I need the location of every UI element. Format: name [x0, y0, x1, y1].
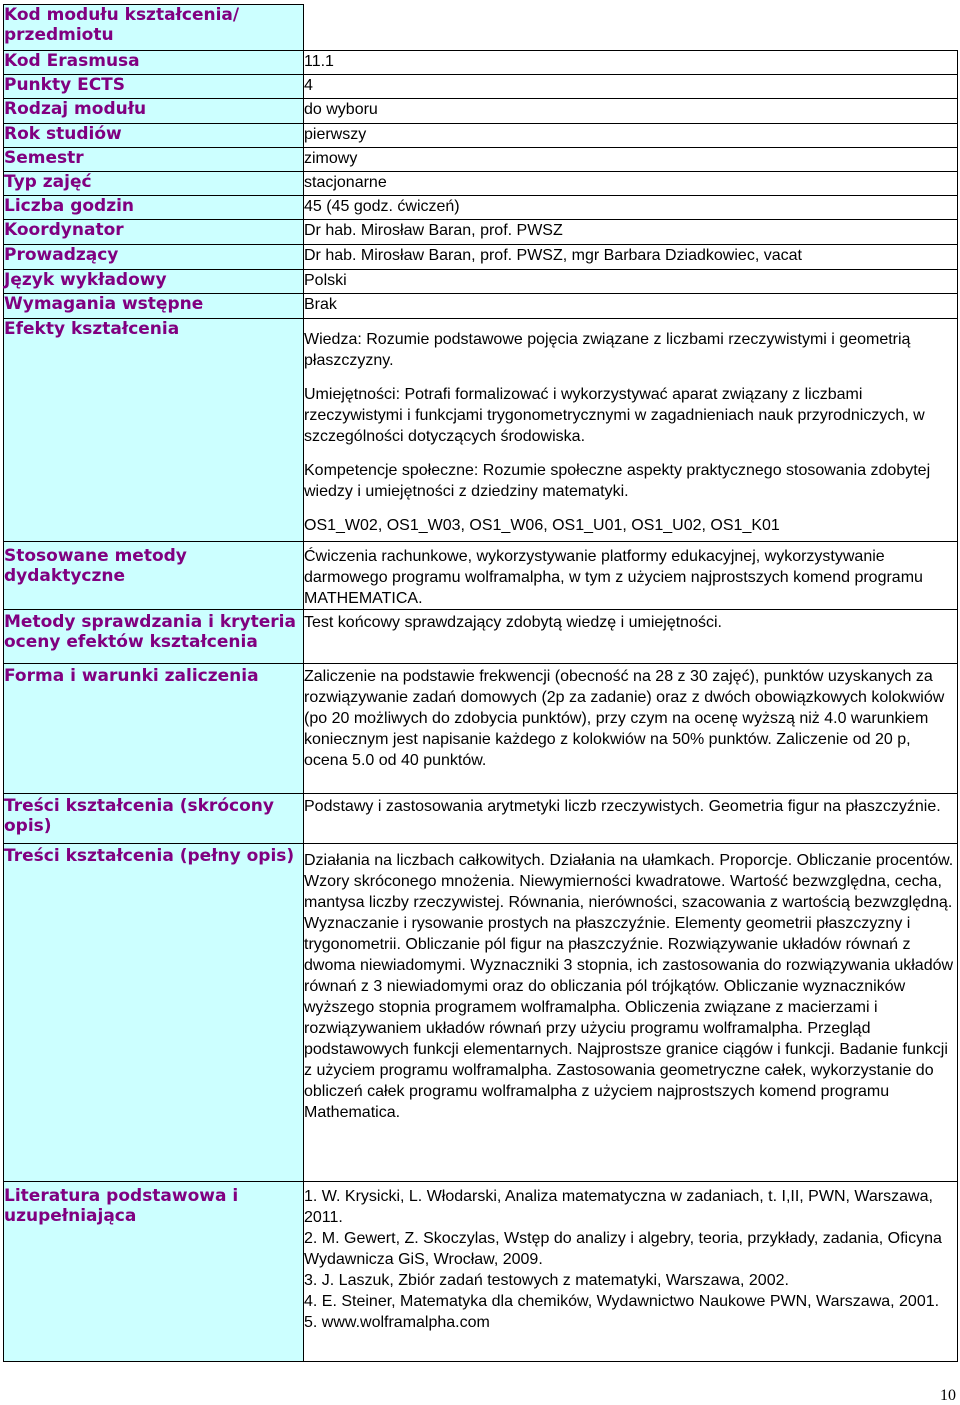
efekty-kody: OS1_W02, OS1_W03, OS1_W06, OS1_U01, OS1_U02, OS1_K01 — [304, 517, 780, 534]
value-tresci-skrocone: Podstawy i zastosowania arytmetyki liczb rzeczywistych. Geometria figur na płaszczyźnie. — [304, 794, 958, 844]
row-metody-dydaktyczne — [4, 542, 958, 610]
label-rodzaj-modulu: Rodzaj modułu — [4, 99, 304, 124]
label-kod-modulu: Kod modułu kształcenia/ przedmiotu — [4, 5, 304, 51]
value-forma-zaliczenia: Zaliczenie na podstawie frekwencji (obecność na 28 z 30 zajęć), punktów uzyskanych za rozwiązywanie zadań domowych (2p za zadanie) oraz z dwóch obowiązkowych kolokwiów (po 20 możliwych do zdobycia punktów), przy czym na ocenę wyższą niż 4.0 warunkiem koniecznym jest napisanie każdego z kolokwiów na 50% punktów. Zaliczenie od 20 p, ocena 5.0 od 40 punktów. — [304, 664, 958, 794]
row-metody-sprawdzania — [4, 610, 958, 664]
value-kod-modulu — [304, 5, 958, 51]
row-literatura — [4, 1182, 958, 1362]
row-tresci-pelne — [4, 844, 958, 1182]
label-efekty: Efekty kształcenia — [4, 319, 304, 542]
row-kod-modulu — [4, 5, 958, 51]
row-kod-erasmus — [4, 51, 958, 75]
label-prowadzacy: Prowadzący — [4, 245, 304, 270]
efekty-wiedza: Wiedza: Rozumie podstawowe pojęcia związane z liczbami rzeczywistymi i geometrią płaszczyzny. — [304, 331, 911, 369]
page-number: 10 — [940, 1387, 956, 1404]
module-table — [3, 4, 958, 1362]
value-semestr: zimowy — [304, 148, 958, 172]
value-rodzaj-modulu: do wyboru — [304, 99, 958, 124]
label-tresci-skrocone: Treści kształcenia (skrócony opis) — [4, 794, 304, 844]
efekty-umiejetnosci: Umiejętności: Potrafi formalizować i wykorzystywać aparat związany z liczbami rzeczywistymi i funkcjami trygonometrycznymi w zagadnieniach nauk przyrodniczych, w szczególności dotyczących środowiska. — [304, 386, 925, 445]
label-jezyk: Język wykładowy — [4, 270, 304, 294]
value-metody-dydaktyczne: Ćwiczenia rachunkowe, wykorzystywanie platformy edukacyjnej, wykorzystywanie darmowego programu wolframalpha, w tym z użyciem najprostszych komend programu MATHEMATICA. — [304, 542, 958, 610]
label-koordynator: Koordynator — [4, 220, 304, 245]
row-rodzaj-modulu — [4, 99, 958, 124]
value-jezyk: Polski — [304, 270, 958, 294]
value-punkty-ects: 4 — [304, 75, 958, 99]
row-koordynator — [4, 220, 958, 245]
label-metody-dydaktyczne: Stosowane metody dydaktyczne — [4, 542, 304, 610]
value-koordynator: Dr hab. Mirosław Baran, prof. PWSZ — [304, 220, 958, 245]
literatura-item: 4. E. Steiner, Matematyka dla chemików, Wydawnictwo Naukowe PWN, Warszawa, 2001. — [304, 1293, 940, 1310]
row-punkty-ects — [4, 75, 958, 99]
label-wymagania: Wymagania wstępne — [4, 294, 304, 319]
label-tresci-pelne: Treści kształcenia (pełny opis) — [4, 844, 304, 1182]
row-wymagania — [4, 294, 958, 319]
row-rok-studiow — [4, 124, 958, 148]
value-prowadzacy: Dr hab. Mirosław Baran, prof. PWSZ, mgr Barbara Dziadkowiec, vacat — [304, 245, 958, 270]
label-punkty-ects: Punkty ECTS — [4, 75, 304, 99]
literatura-item: 2. M. Gewert, Z. Skoczylas, Wstęp do analizy i algebry, teoria, przykłady, zadania, Oficyna Wydawnicza GiS, Wrocław, 2009. — [304, 1230, 942, 1268]
label-typ-zajec: Typ zajęć — [4, 172, 304, 196]
row-jezyk — [4, 270, 958, 294]
row-efekty — [4, 319, 958, 542]
label-liczba-godzin: Liczba godzin — [4, 196, 304, 220]
label-kod-erasmus: Kod Erasmusa — [4, 51, 304, 75]
value-literatura — [304, 1182, 958, 1362]
row-prowadzacy — [4, 245, 958, 270]
value-efekty — [304, 319, 958, 542]
row-liczba-godzin — [4, 196, 958, 220]
value-liczba-godzin: 45 (45 godz. ćwiczeń) — [304, 196, 958, 220]
label-rok-studiow: Rok studiów — [4, 124, 304, 148]
label-semestr: Semestr — [4, 148, 304, 172]
literatura-item: 1. W. Krysicki, L. Włodarski, Analiza matematyczna w zadaniach, t. I,II, PWN, Warszawa, 2011. — [304, 1188, 933, 1226]
value-metody-sprawdzania: Test końcowy sprawdzający zdobytą wiedzę i umiejętności. — [304, 610, 958, 664]
value-typ-zajec: stacjonarne — [304, 172, 958, 196]
row-tresci-skrocone — [4, 794, 958, 844]
label-literatura: Literatura podstawowa i uzupełniająca — [4, 1182, 304, 1362]
efekty-kompetencje: Kompetencje społeczne: Rozumie społeczne aspekty praktycznego stosowania zdobytej wiedzy i umiejętności z dziedziny matematyki. — [304, 462, 931, 500]
row-typ-zajec — [4, 172, 958, 196]
row-forma-zaliczenia — [4, 664, 958, 794]
label-metody-sprawdzania: Metody sprawdzania i kryteria oceny efektów kształcenia — [4, 610, 304, 664]
row-semestr — [4, 148, 958, 172]
label-forma-zaliczenia: Forma i warunki zaliczenia — [4, 664, 304, 794]
literatura-item: 3. J. Laszuk, Zbiór zadań testowych z matematyki, Warszawa, 2002. — [304, 1272, 789, 1289]
value-wymagania: Brak — [304, 294, 958, 319]
literatura-item: 5. www.wolframalpha.com — [304, 1314, 490, 1331]
value-kod-erasmus: 11.1 — [304, 51, 958, 75]
value-tresci-pelne: Działania na liczbach całkowitych. Działania na ułamkach. Proporcje. Obliczanie procentów. Wzory skróconego mnożenia. Niewymierności kwadratowe. Wartość bezwzględna, cecha, mantysa liczby rzeczywistej. Równania, nierówności, szacowania z wartością bezwzględną. Wyznaczanie i rysowanie prostych na płaszczyźnie. Elementy geometrii płaszczyzny i trygonometrii. Obliczanie pól figur na płaszczyźnie. Rozwiązywanie układów równań z dwoma niewiadomymi. Wyznaczniki 3 stopnia, ich zastosowania do rozwiązywania układów równań z 3 niewiadomymi oraz do obliczania pól trójkątów. Obliczanie wyznaczników wyższego stopnia programem wolframalpha. Obliczenia związane z macierzami i rozwiązywaniem układów równań przy użyciu programu wolframalpha. Przegląd podstawowych funkcji elementarnych. Najprostsze granice ciągów i funkcji. Badanie funkcji z użyciem programu wolframalpha. Zastosowania geometryczne całek, wykorzystanie do obliczeń całek programu wolframalpha z użyciem najprostszych komend programu Mathematica. — [304, 844, 958, 1182]
value-rok-studiow: pierwszy — [304, 124, 958, 148]
